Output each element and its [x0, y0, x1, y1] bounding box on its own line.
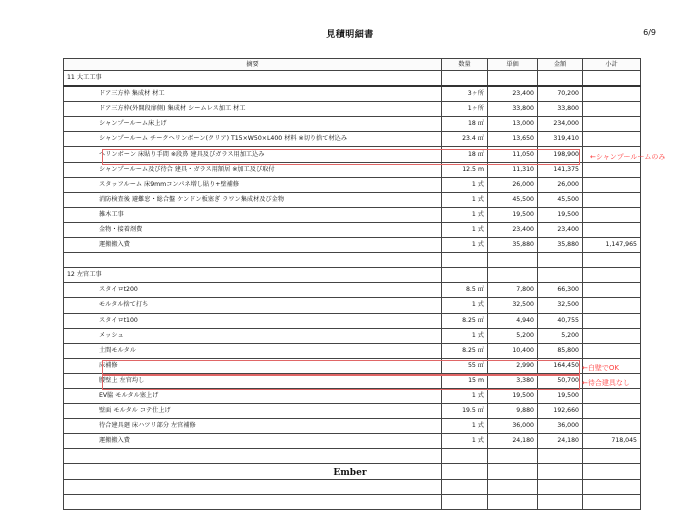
row-description: 金物・接着剤費: [64, 222, 442, 237]
header-amount: 金額: [538, 59, 583, 71]
row-amount: 45,500: [538, 192, 583, 207]
row-quantity: 55 ㎡: [442, 358, 488, 373]
row-quantity: 19.5 ㎡: [442, 404, 488, 419]
row-quantity: 1ヶ所: [442, 102, 488, 117]
row-amount: 19,500: [538, 388, 583, 403]
row-amount: [538, 479, 583, 494]
row-amount: [538, 268, 583, 283]
row-quantity: 3ヶ所: [442, 86, 488, 102]
row-description: 11 大工工事: [64, 71, 442, 87]
row-quantity: 23.4 ㎡: [442, 132, 488, 147]
row-quantity: 1 式: [442, 328, 488, 343]
row-unit-price: [488, 71, 538, 87]
row-subtotal: [583, 102, 641, 117]
row-unit-price: 9,880: [488, 404, 538, 419]
row-quantity: 1 式: [442, 434, 488, 449]
row-unit-price: 19,500: [488, 388, 538, 403]
row-unit-price: [488, 253, 538, 268]
row-quantity: 1 式: [442, 177, 488, 192]
row-quantity: 15 m: [442, 373, 488, 388]
row-description: 運搬搬入費: [64, 434, 442, 449]
row-description: シャンプールーム床上げ: [64, 117, 442, 132]
row-amount: 19,500: [538, 207, 583, 222]
row-description: ヘリンボーン 床貼り手間 ※段鼻 建具及びガラス用加工込み: [64, 147, 442, 162]
row-quantity: 1 式: [442, 298, 488, 313]
row-subtotal: [583, 449, 641, 464]
row-description: スタッフルーム 床9mmコンパネ増し貼り+壁補修: [64, 177, 442, 192]
row-amount: 192,660: [538, 404, 583, 419]
row-subtotal: [583, 313, 641, 328]
section-header-row: [64, 268, 641, 283]
row-unit-price: 13,000: [488, 117, 538, 132]
row-subtotal: [583, 404, 641, 419]
page-title: 見積明細書: [326, 30, 374, 40]
table-row: [64, 449, 641, 464]
annotation-note: ←白壁でOK: [582, 364, 619, 372]
row-unit-price: 35,880: [488, 238, 538, 253]
row-amount: 33,800: [538, 102, 583, 117]
header-quantity: 数量: [442, 59, 488, 71]
row-quantity: 12.5 m: [442, 162, 488, 177]
table-row: [64, 132, 641, 147]
row-subtotal: [583, 222, 641, 237]
table-row: [64, 177, 641, 192]
row-subtotal: [583, 479, 641, 494]
row-subtotal: [583, 71, 641, 87]
table-row: [64, 404, 641, 419]
row-description: 雑木工事: [64, 207, 442, 222]
row-subtotal: [583, 283, 641, 298]
row-subtotal: [583, 177, 641, 192]
row-unit-price: 33,800: [488, 102, 538, 117]
row-quantity: 1 式: [442, 222, 488, 237]
row-quantity: 1 式: [442, 238, 488, 253]
row-subtotal: [583, 343, 641, 358]
row-unit-price: 23,400: [488, 222, 538, 237]
row-amount: 24,180: [538, 434, 583, 449]
row-description: 土間モルタル: [64, 343, 442, 358]
header-subtotal: 小計: [583, 59, 641, 71]
row-amount: 234,000: [538, 117, 583, 132]
row-description: 運搬搬入費: [64, 238, 442, 253]
row-unit-price: 32,500: [488, 298, 538, 313]
table-row: [64, 373, 641, 388]
table-row: [64, 283, 641, 298]
row-unit-price: 26,000: [488, 177, 538, 192]
row-amount: [538, 253, 583, 268]
row-amount: 35,880: [538, 238, 583, 253]
row-subtotal: [583, 298, 641, 313]
estimate-table: [63, 58, 641, 510]
row-quantity: [442, 71, 488, 87]
row-unit-price: 11,310: [488, 162, 538, 177]
table-row: [64, 238, 641, 253]
row-subtotal: [583, 253, 641, 268]
row-amount: 319,410: [538, 132, 583, 147]
row-amount: 85,800: [538, 343, 583, 358]
footer-brand: Ember: [333, 468, 367, 478]
table-body: [64, 71, 641, 510]
row-subtotal: [583, 419, 641, 434]
row-unit-price: 4,940: [488, 313, 538, 328]
table-row: [64, 162, 641, 177]
annotation-note: ←シャンプールームのみ: [590, 153, 666, 161]
row-quantity: 1 式: [442, 192, 488, 207]
row-description: 12 左官工事: [64, 268, 442, 283]
table-row: [64, 86, 641, 102]
table-row: [64, 313, 641, 328]
row-subtotal: [583, 117, 641, 132]
row-unit-price: 10,400: [488, 343, 538, 358]
row-subtotal: [583, 86, 641, 102]
row-quantity: 18 ㎡: [442, 147, 488, 162]
row-subtotal: [583, 192, 641, 207]
row-description: メッシュ: [64, 328, 442, 343]
row-unit-price: 19,500: [488, 207, 538, 222]
row-amount: 70,200: [538, 86, 583, 102]
table-row: [64, 343, 641, 358]
row-description: [64, 479, 442, 494]
row-unit-price: 13,650: [488, 132, 538, 147]
table-row: [64, 358, 641, 373]
row-description: [64, 494, 442, 509]
row-unit-price: [488, 479, 538, 494]
row-subtotal: 1,147,965: [583, 238, 641, 253]
table-row: [64, 419, 641, 434]
table-row: [64, 434, 641, 449]
table-row: [64, 102, 641, 117]
row-subtotal: [583, 494, 641, 509]
table-row: [64, 253, 641, 268]
row-subtotal: [583, 162, 641, 177]
table-row: [64, 147, 641, 162]
row-quantity: 8.25 ㎡: [442, 313, 488, 328]
row-quantity: 18 ㎡: [442, 117, 488, 132]
row-amount: 26,000: [538, 177, 583, 192]
row-description: ドア三方枠(外開段扉側) 集成材 シームレス加工 材工: [64, 102, 442, 117]
row-description: スタイロt100: [64, 313, 442, 328]
row-quantity: 1 式: [442, 419, 488, 434]
row-quantity: [442, 494, 488, 509]
table-row: [64, 222, 641, 237]
row-quantity: 8.5 ㎡: [442, 283, 488, 298]
section-header-row: [64, 71, 641, 87]
row-description: 待合建具廻 床ハツリ部分 左官補修: [64, 419, 442, 434]
row-description: ドア三方枠 集成材 材工: [64, 86, 442, 102]
row-quantity: 1 式: [442, 388, 488, 403]
row-unit-price: [488, 449, 538, 464]
row-quantity: 1 式: [442, 207, 488, 222]
row-description: 腰壁上 左官均し: [64, 373, 442, 388]
row-amount: 164,450: [538, 358, 583, 373]
row-unit-price: [488, 268, 538, 283]
row-unit-price: 2,990: [488, 358, 538, 373]
row-unit-price: 23,400: [488, 86, 538, 102]
row-unit-price: 24,180: [488, 434, 538, 449]
row-amount: 66,300: [538, 283, 583, 298]
row-amount: 36,000: [538, 419, 583, 434]
row-subtotal: 718,045: [583, 434, 641, 449]
row-description: [64, 449, 442, 464]
row-description: EV脇 モルタル塞上げ: [64, 388, 442, 403]
row-description: シャンプールーム及び待合 建具・ガラス用額居 ※加工及び取付: [64, 162, 442, 177]
row-amount: 23,400: [538, 222, 583, 237]
row-description: シャンプールーム チークヘリンボーン(クリア) T15×W50×L400 材料 ※切り捨て材込み: [64, 132, 442, 147]
annotation-note: ←待合建具なし: [582, 379, 630, 387]
row-amount: 5,200: [538, 328, 583, 343]
header-description: 摘要: [64, 59, 442, 71]
row-description: モルタル捨て打ち: [64, 298, 442, 313]
row-subtotal: [583, 328, 641, 343]
table-row: [64, 479, 641, 494]
header-unit-price: 単価: [488, 59, 538, 71]
row-amount: [538, 449, 583, 464]
row-unit-price: 5,200: [488, 328, 538, 343]
row-description: [64, 253, 442, 268]
row-unit-price: 45,500: [488, 192, 538, 207]
table-row: [64, 494, 641, 509]
row-unit-price: 7,800: [488, 283, 538, 298]
row-amount: 50,700: [538, 373, 583, 388]
row-subtotal: [583, 207, 641, 222]
row-amount: 198,900: [538, 147, 583, 162]
row-quantity: [442, 479, 488, 494]
row-description: 壁面 モルタル コテ仕上げ: [64, 404, 442, 419]
row-quantity: 8.25 ㎡: [442, 343, 488, 358]
row-subtotal: [583, 268, 641, 283]
table-row: [64, 328, 641, 343]
row-description: スタイロt200: [64, 283, 442, 298]
table-row: [64, 192, 641, 207]
row-amount: 141,375: [538, 162, 583, 177]
row-quantity: [442, 253, 488, 268]
page-number: 6/9: [643, 28, 656, 37]
row-amount: 40,755: [538, 313, 583, 328]
row-description: 床補修: [64, 358, 442, 373]
row-unit-price: 11,050: [488, 147, 538, 162]
table-row: [64, 207, 641, 222]
row-quantity: [442, 449, 488, 464]
row-amount: 32,500: [538, 298, 583, 313]
table-row: [64, 388, 641, 403]
table-row: [64, 117, 641, 132]
row-subtotal: [583, 132, 641, 147]
row-unit-price: 3,380: [488, 373, 538, 388]
table-row: [64, 298, 641, 313]
row-quantity: [442, 268, 488, 283]
row-amount: [538, 494, 583, 509]
row-description: 消防検査後 避難窓・総合盤 ケンドン板塞ぎ ラワン集成材及び金物: [64, 192, 442, 207]
row-unit-price: 36,000: [488, 419, 538, 434]
row-amount: [538, 71, 583, 87]
table-header-row: [64, 59, 641, 71]
row-subtotal: [583, 388, 641, 403]
row-unit-price: [488, 494, 538, 509]
